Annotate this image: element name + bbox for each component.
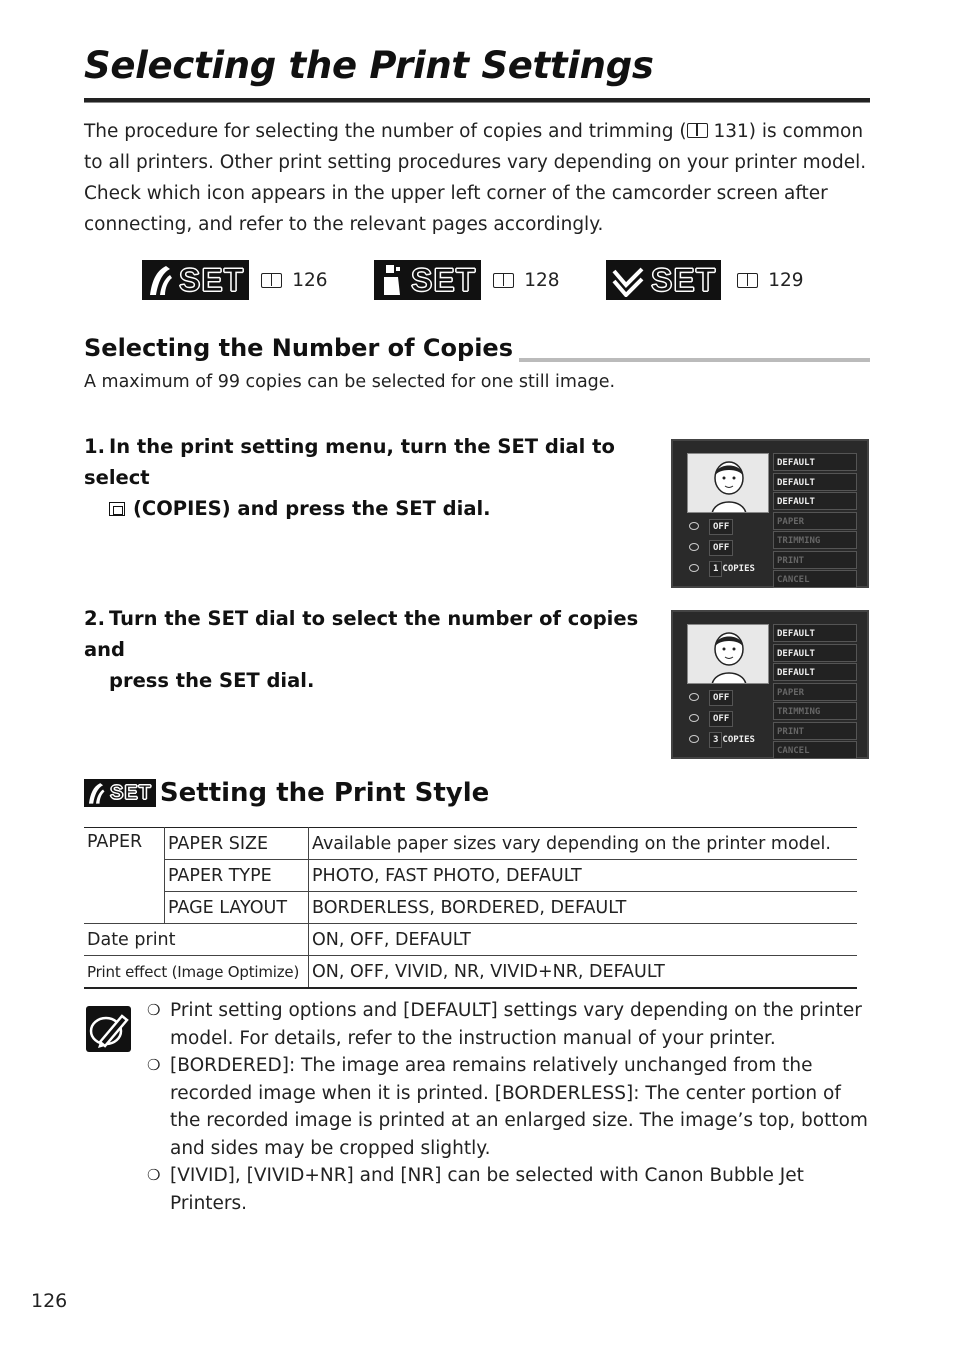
card-photo-set-icon: SET [374, 260, 481, 300]
date-icon [689, 522, 699, 530]
step-1: 1. In the print setting menu, turn the SET dial to select (COPIES) and press the SET dial. [84, 435, 615, 520]
book-icon [493, 273, 514, 288]
step-2: 2. Turn the SET dial to select the number of copies and press the SET dial. [84, 607, 639, 692]
menu-item: DEFAULT [773, 644, 857, 662]
copies-icon [109, 502, 125, 516]
page-title: Selecting the Print Settings [84, 44, 654, 87]
camcorder-screen-2: DEFAULT DEFAULT DEFAULT PAPER TRIMMING PRINT CANCEL OFF OFF 3 COPIES [671, 610, 869, 759]
table-row: Date print ON, OFF, DEFAULT [84, 924, 857, 956]
ref-page: 126 [292, 269, 328, 291]
print-style-table [84, 827, 857, 989]
book-icon [687, 123, 708, 138]
ref-page: 128 [524, 269, 560, 291]
section-heading-print-style: SET Setting the Print Style [84, 778, 489, 808]
bubble-jet-set-icon: SET [84, 779, 156, 807]
book-icon [261, 273, 282, 288]
printer-ref-2 [374, 260, 560, 300]
bubble-jet-set-icon: SET [142, 260, 249, 300]
page-number: 126 [31, 1290, 68, 1312]
date-icon [689, 693, 699, 701]
list-item: ❍ [BORDERED]: The image area remains relatively unchanged from the recorded image when it is printed. [BORDERLESS]: The center portion of the recorded image is printed at an enlarged size. The image’s top, bottom and sides may be cropped slightly. [147, 1052, 873, 1162]
menu-item: DEFAULT [773, 624, 857, 642]
list-item: ❍ [VIVID], [VIVID+NR] and [NR] can be selected with Canon Bubble Jet Printers. [147, 1162, 873, 1217]
book-icon [737, 273, 758, 288]
menu-item: PAPER [773, 683, 857, 701]
table-row: PAPER PAPER SIZE Available paper sizes vary depending on the printer model. [84, 828, 857, 860]
effect-icon [689, 714, 699, 722]
title-rule-thin [84, 102, 870, 103]
effect-icon [689, 543, 699, 551]
section-heading-copies: Selecting the Number of Copies [84, 334, 519, 362]
printer-ref-3 [606, 260, 804, 300]
preview-photo [687, 453, 769, 513]
menu-item: TRIMMING [773, 702, 857, 720]
table-row: PAPER TYPE PHOTO, FAST PHOTO, DEFAULT [84, 860, 857, 892]
pictbridge-set-icon: SET [606, 260, 721, 300]
preview-photo [687, 624, 769, 684]
intro-ref-page: 131 [713, 121, 749, 142]
menu-item: DEFAULT [773, 663, 857, 681]
note-pencil-icon [86, 1006, 131, 1052]
copies-icon [689, 564, 699, 572]
menu-item: TRIMMING [773, 531, 857, 549]
menu-item: DEFAULT [773, 453, 857, 471]
printer-ref-1 [142, 260, 328, 300]
menu-item: CANCEL [773, 570, 857, 588]
list-item: ❍ Print setting options and [DEFAULT] settings vary depending on the printer model. For details, refer to the instruction manual of your printer. [147, 997, 873, 1052]
ref-page: 129 [768, 269, 804, 291]
menu-item: DEFAULT [773, 492, 857, 510]
copies-subtext: A maximum of 99 copies can be selected for one still image. [84, 372, 616, 392]
camcorder-screen-1: DEFAULT DEFAULT DEFAULT PAPER TRIMMING PRINT CANCEL OFF OFF 1 COPIES [671, 439, 869, 588]
menu-item: PRINT [773, 722, 857, 740]
copies-icon [689, 735, 699, 743]
menu-item: DEFAULT [773, 473, 857, 491]
intro-paragraph: The procedure for selecting the number of copies and trimming ( 131) is common to all printers. Other print setting procedures vary depending on your printer model. Check which icon appears in the upper left corner of the camcorder screen after connecting, and refer to the relevant pages accordingly. [84, 121, 867, 235]
menu-item: CANCEL [773, 741, 857, 759]
notes-list [147, 997, 873, 1217]
menu-item: PRINT [773, 551, 857, 569]
table-row: PAGE LAYOUT BORDERLESS, BORDERED, DEFAULT [84, 892, 857, 924]
table-row: Print effect (Image Optimize) ON, OFF, VIVID, NR, VIVID+NR, DEFAULT [84, 956, 857, 989]
menu-item: PAPER [773, 512, 857, 530]
